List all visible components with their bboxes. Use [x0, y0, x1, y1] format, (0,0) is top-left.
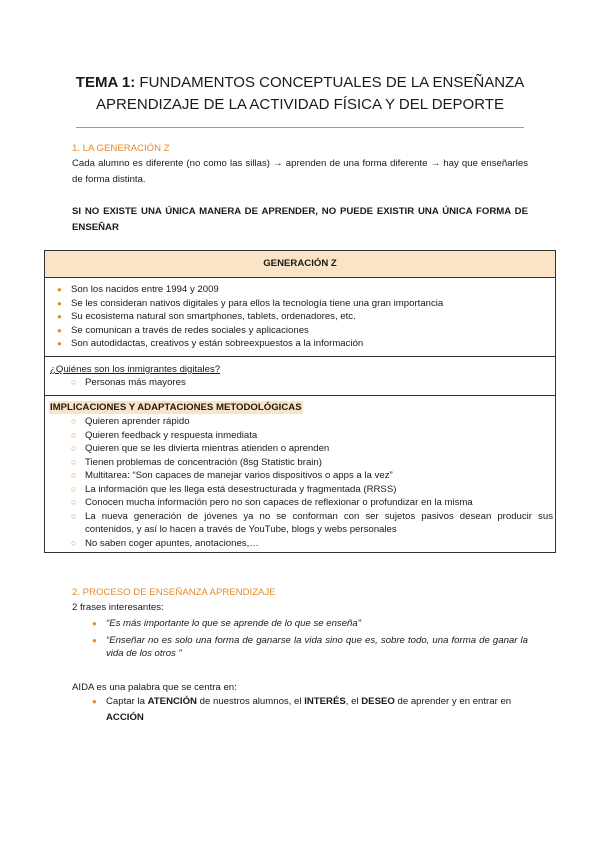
list-item: ● Se comunican a través de redes sociales y aplicaciones [57, 324, 309, 336]
bullet-icon: ● [57, 285, 62, 294]
title-line-2: APRENDIZAJE DE LA ACTIVIDAD FÍSICA Y DEL DEPORTE [96, 96, 504, 113]
section-2-heading: 2. PROCESO DE ENSEÑANZA APRENDIZAJE [72, 587, 276, 598]
bullet-icon: ● [92, 619, 97, 628]
box-divider [45, 395, 555, 396]
bullet-icon: ● [57, 339, 62, 348]
hollow-bullet-icon: ○ [71, 537, 77, 548]
page-title [40, 72, 560, 116]
aida-list [92, 694, 528, 726]
bullet-icon: ● [57, 312, 62, 321]
section-1-paragraph: Cada alumno es diferente (no como las sillas) → aprenden de una forma diferente → hay que enseñarles de forma distinta. [72, 158, 528, 185]
bullet-icon: ● [57, 298, 62, 308]
section-1-emphasis: SI NO EXISTE UNA ÚNICA MANERA DE APRENDER, NO PUEDE EXISTIR UNA ÚNICA FORMA DE ENSEÑAR [72, 206, 528, 233]
bullet-icon: ● [92, 635, 97, 645]
list-item: ● Se les consideran nativos digitales y para ellos la tecnología tiene una gran importancia [57, 297, 444, 309]
list-item: ○ Conocen mucha información pero no son capaces de reflexionar o profundizar en la misma [71, 497, 473, 508]
hollow-bullet-icon: ○ [71, 416, 77, 426]
immigrants-list [71, 376, 541, 390]
list-item: ○ La información que les llega está desestructurada y fragmentada (RRSS) [71, 483, 397, 495]
quotes-list [92, 617, 528, 661]
list-item: ● Captar la ATENCIÓN de nuestros alumnos, el INTERÉS, el DESEO de aprender y en entrar en ACCIÓN [92, 696, 512, 723]
list-item: ○ Multitarea: “Son capaces de manejar varios dispositivos o apps a la vez” [71, 470, 393, 481]
title-label: TEMA 1: [75, 74, 136, 91]
bullet-icon: ● [92, 697, 97, 706]
list-item: ○ Quieren feedback y respuesta inmediata [71, 429, 258, 441]
immigrants-question: ¿Quiénes son los inmigrantes digitales? [50, 364, 221, 375]
implications-list [71, 415, 553, 550]
list-item: ● “Enseñar no es solo una forma de ganarse la vida sino que es, sobre todo, una forma de ganar la vida de los otros ” [92, 634, 528, 659]
hollow-bullet-icon: ○ [71, 483, 77, 494]
hollow-bullet-icon: ○ [71, 429, 77, 440]
quotes-intro: 2 frases interesantes: [72, 602, 164, 613]
implications-heading: IMPLICACIONES Y ADAPTACIONES METODOLÓGICAS [50, 402, 302, 413]
list-item: ● Son autodidactas, creativos y están sobreexpuestos a la información [57, 338, 364, 349]
list-item: ● Su ecosistema natural son smartphones, tablets, ordenadores, etc. [57, 311, 356, 322]
title-line-1: FUNDAMENTOS CONCEPTUALES DE LA ENSEÑANZA [139, 74, 525, 91]
hollow-bullet-icon: ○ [71, 377, 77, 387]
generation-z-box [44, 250, 556, 553]
hollow-bullet-icon: ○ [71, 456, 77, 467]
list-item: ● “Es más importante lo que se aprende de lo que se enseña” [92, 618, 361, 629]
hollow-bullet-icon: ○ [71, 510, 77, 521]
list-item: ○ Personas más mayores [71, 377, 186, 388]
traits-list [57, 283, 547, 351]
list-item: ○ Tienen problemas de concentración (8sg Statistic brain) [71, 456, 322, 468]
aida-intro: AIDA es una palabra que se centra en: [72, 682, 237, 693]
list-item: ○ No saben coger apuntes, anotaciones,… [71, 537, 259, 549]
bullet-icon: ● [57, 325, 62, 335]
box-divider [45, 356, 555, 357]
section-1-heading: 1. LA GENERACIÓN Z [72, 143, 170, 154]
list-item: ○ La nueva generación de jóvenes ya no se conforman con ser sujetos pasivos desean producir sus contenidos, y así lo hacen a través de YouTube, blogs y webs personales [71, 510, 553, 535]
list-item: ● Son los nacidos entre 1994 y 2009 [57, 284, 219, 295]
hollow-bullet-icon: ○ [71, 443, 77, 453]
title-divider [76, 127, 524, 128]
hollow-bullet-icon: ○ [71, 497, 77, 507]
list-item: ○ Quieren que se les divierta mientras atienden o aprenden [71, 443, 330, 454]
list-item: ○ Quieren aprender rápido [71, 416, 190, 427]
generation-z-header: GENERACIÓN Z [45, 251, 555, 278]
hollow-bullet-icon: ○ [71, 470, 77, 480]
